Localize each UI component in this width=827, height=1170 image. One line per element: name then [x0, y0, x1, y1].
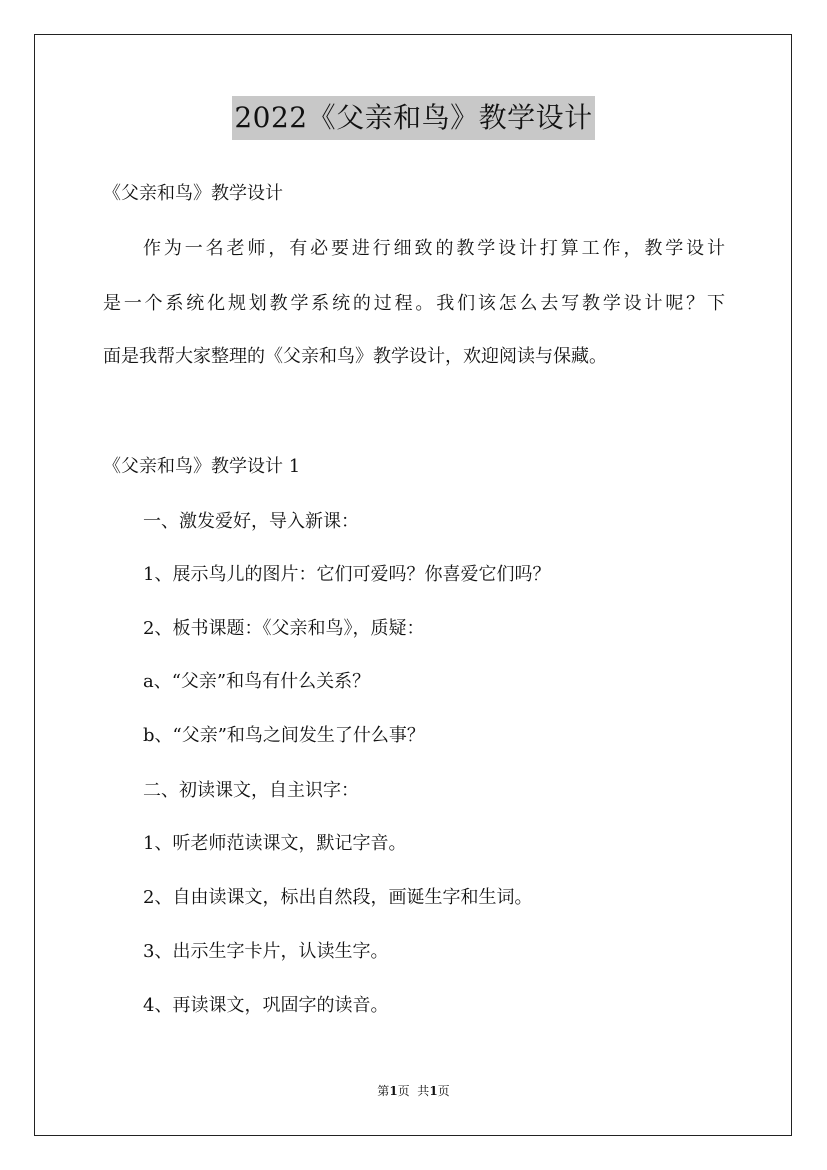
list-item: 一、激发爱好，导入新课：: [143, 511, 359, 532]
list-item: 1、听老师范读课文，默记字音。: [143, 833, 407, 854]
list-item: 2、自由读课文，标出自然段，画诞生字和生词。: [143, 887, 533, 908]
intro-line-3: 面是我帮大家整理的《父亲和鸟》教学设计，欢迎阅读与保藏。: [103, 346, 607, 367]
document-title: 2022《父亲和鸟》教学设计: [232, 96, 594, 140]
list-item: a、“父亲”和鸟有什么关系？: [143, 671, 371, 692]
list-item: 3、出示生字卡片，认读生字。: [143, 941, 389, 962]
footer-page-suffix: 页 共: [397, 1084, 430, 1098]
footer-page-total: 1: [429, 1084, 438, 1098]
page-footer: [0, 1082, 827, 1100]
list-item: b、“父亲”和鸟之间发生了什么事？: [143, 725, 425, 746]
list-item: 二、初读课文，自主识字：: [143, 780, 359, 801]
footer-page-current: 1: [389, 1084, 398, 1098]
footer-page-end: 页: [437, 1084, 450, 1098]
intro-line-1: 作为一名老师，有必要进行细致的教学设计打算工作，教学设计: [143, 238, 725, 259]
intro-line-2: 是一个系统化规划教学系统的过程。我们该怎么去写教学设计呢？下: [103, 293, 725, 314]
title-container: [0, 96, 827, 140]
document-subtitle: 《父亲和鸟》教学设计: [103, 183, 283, 204]
footer-page-prefix: 第: [377, 1084, 390, 1098]
list-item: 2、板书课题：《父亲和鸟》，质疑：: [143, 618, 425, 639]
list-item: 1、展示鸟儿的图片：它们可爱吗？你喜爱它们吗？: [143, 564, 551, 585]
list-item: 4、再读课文，巩固字的读音。: [143, 995, 389, 1016]
section-heading: 《父亲和鸟》教学设计 1: [103, 456, 301, 477]
